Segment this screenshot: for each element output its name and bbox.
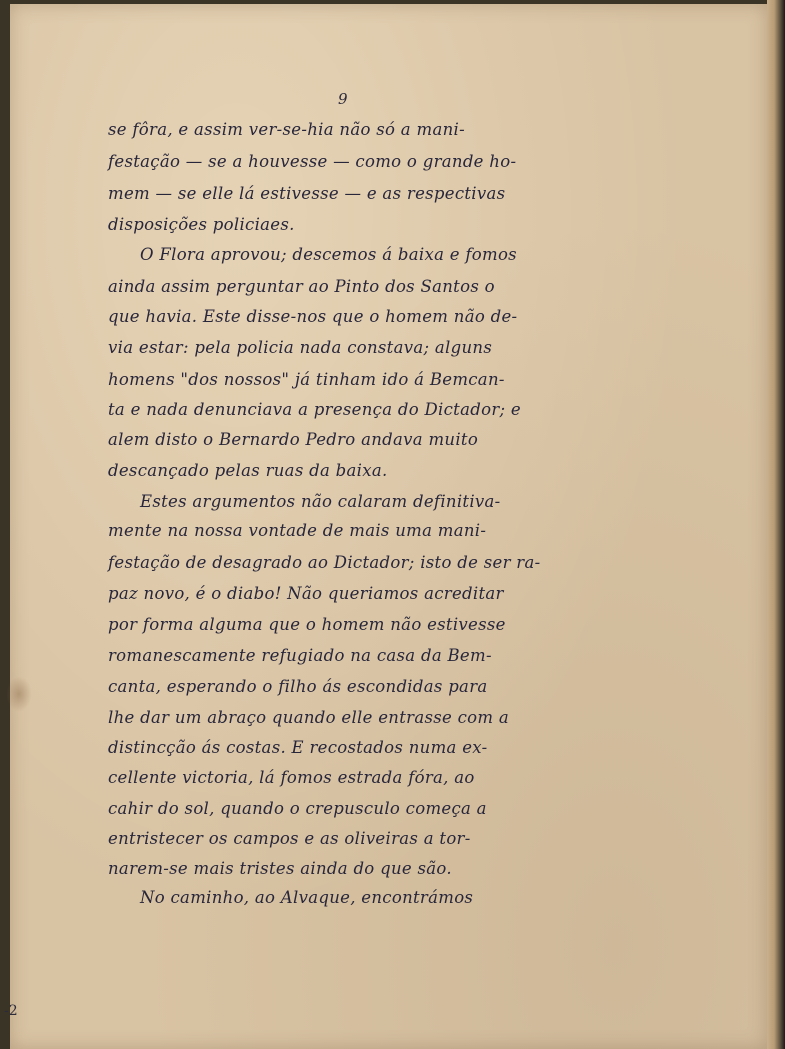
text-line: lhe dar um abraço quando elle entrasse com a (108, 708, 510, 727)
text-line: homens "dos nossos" já tinham ido á Bemcan- (108, 370, 505, 389)
text-line: distincção ás costas. E recostados numa ex- (108, 738, 488, 757)
edge-mark: -2 (4, 1003, 18, 1019)
text-line: ta e nada denunciava a presença do Dictador; e (108, 400, 521, 419)
text-line: O Flora aprovou; descemos á baixa e fomos (140, 245, 517, 264)
text-line: festação — se a houvesse — como o grande ho- (108, 152, 517, 171)
text-line: festação de desagrado ao Dictador; isto de ser ra- (108, 553, 541, 572)
page-number: 9 (338, 90, 348, 108)
text-line: No caminho, ao Alvaque, encontrámos (140, 888, 474, 907)
text-line: ainda assim perguntar ao Pinto dos Santos o (108, 277, 495, 296)
text-line: alem disto o Bernardo Pedro andava muito (108, 430, 479, 449)
text-line: se fôra, e assim ver-se-hia não só a mani- (108, 120, 465, 139)
text-line: Estes argumentos não calaram definitiva- (140, 492, 501, 511)
text-line: cellente victoria, lá fomos estrada fóra, ao (108, 768, 475, 787)
text-line: por forma alguma que o homem não estivesse (108, 615, 506, 634)
text-line: que havia. Este disse-nos que o homem não de- (108, 307, 518, 326)
paper-stain (6, 676, 32, 712)
text-line: canta, esperando o filho ás escondidas para (108, 677, 488, 696)
text-line: mente na nossa vontade de mais uma mani- (108, 521, 487, 540)
text-line: cahir do sol, quando o crepusculo começa a (108, 799, 487, 818)
text-line: mem — se elle lá estivesse — e as respectivas (108, 184, 506, 203)
text-line: disposições policiaes. (108, 215, 295, 234)
text-line: narem-se mais tristes ainda do que são. (108, 859, 452, 878)
text-line: entristecer os campos e as oliveiras a tor- (108, 829, 471, 848)
text-line: romanescamente refugiado na casa da Bem- (108, 646, 492, 665)
text-line: paz novo, é o diabo! Não queriamos acreditar (108, 584, 504, 603)
page-edge (767, 0, 785, 1049)
text-line: descançado pelas ruas da baixa. (108, 461, 388, 480)
text-line: via estar: pela policia nada constava; alguns (108, 338, 493, 357)
